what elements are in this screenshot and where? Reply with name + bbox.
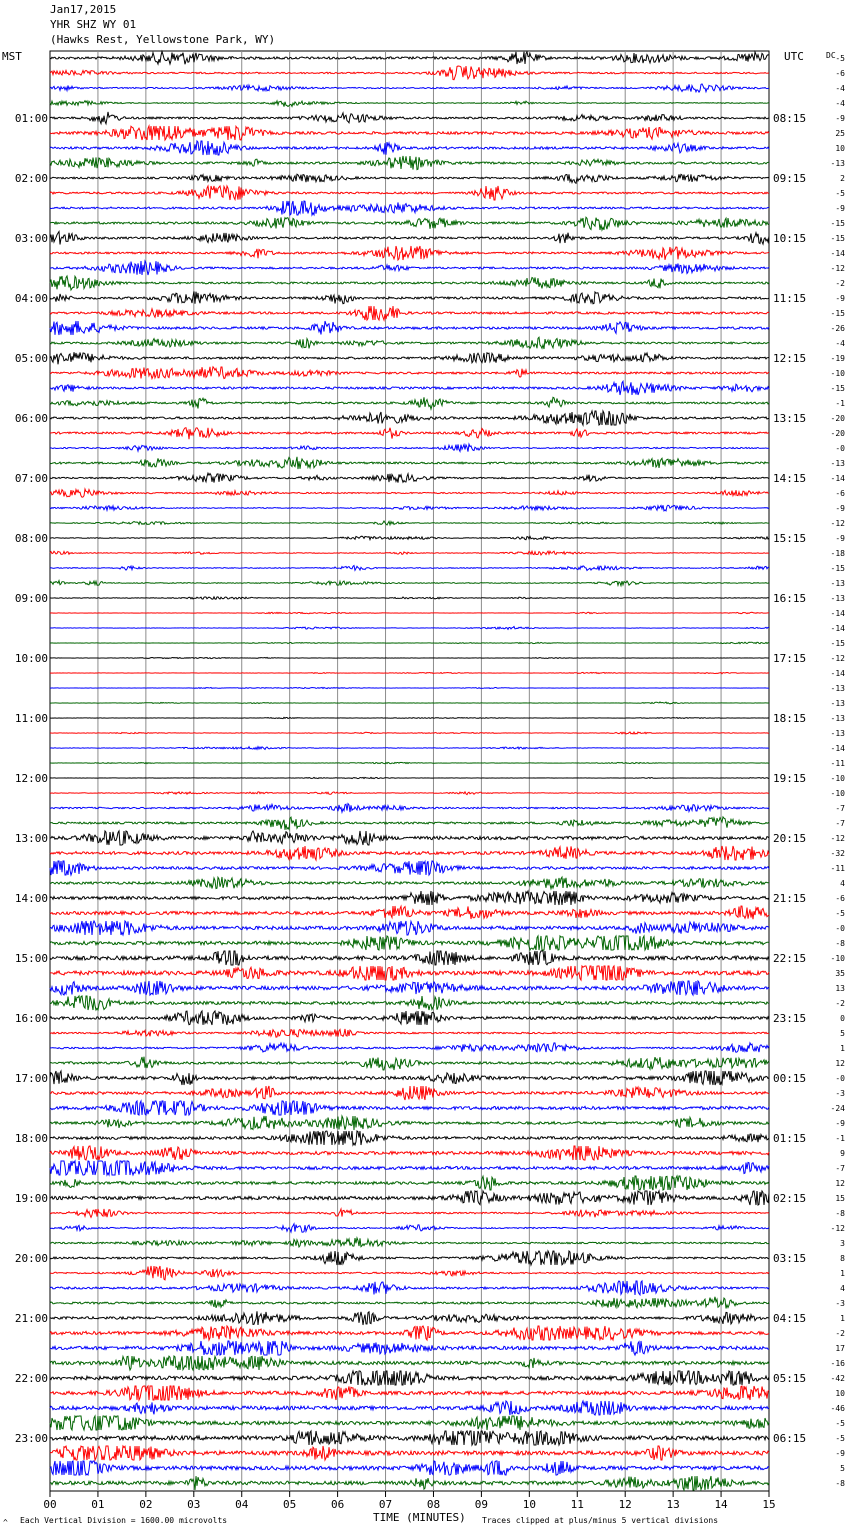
trace-row (50, 566, 769, 571)
trace-row (50, 246, 769, 260)
trace-row (50, 444, 769, 451)
trace-row (50, 687, 769, 688)
dc-offset-label: -16 (830, 1359, 845, 1368)
dc-offset-label: -9 (835, 1119, 845, 1128)
left-hour-label: 23:00 (14, 1432, 48, 1445)
dc-offset-label: -9 (835, 534, 845, 543)
right-hour-label: 23:15 (773, 1012, 807, 1025)
trace-row (50, 551, 769, 555)
trace-row (50, 981, 769, 995)
dc-offset-label: -26 (830, 324, 845, 333)
trace-row (50, 156, 769, 170)
trace-row (50, 1326, 769, 1340)
dc-offset-label: -18 (830, 549, 845, 558)
dc-offset-label: -15 (830, 309, 845, 318)
trace-row (50, 352, 769, 364)
trace-row (50, 657, 769, 658)
dc-offset-label: -13 (830, 714, 845, 723)
trace-row (50, 792, 769, 795)
dc-header-label: DC (826, 51, 836, 60)
trace-row (50, 877, 769, 889)
x-tick-label: 00 (43, 1498, 57, 1511)
right-hour-label: 13:15 (773, 412, 807, 425)
dc-offset-label: -10 (830, 774, 845, 783)
x-tick-label: 10 (522, 1498, 536, 1511)
trace-row (50, 1266, 769, 1280)
trace-row (50, 505, 769, 511)
dc-offset-label: -46 (830, 1404, 845, 1413)
dc-offset-label: -12 (830, 264, 845, 273)
dc-offset-label: -24 (830, 1104, 845, 1113)
trace-row (50, 1101, 769, 1115)
trace-row (50, 1371, 769, 1385)
trace-row (50, 717, 769, 718)
right-hour-label: 00:15 (773, 1072, 807, 1085)
dc-offset-label: -11 (830, 864, 845, 873)
dc-offset-label: -5 (835, 1419, 845, 1428)
left-hour-label: 07:00 (14, 472, 48, 485)
left-hour-label: 11:00 (14, 712, 48, 725)
right-hour-label: 14:15 (773, 472, 807, 485)
right-hour-label: 21:15 (773, 892, 807, 905)
x-tick-label: 13 (666, 1498, 680, 1511)
dc-offset-label: -12 (830, 1224, 845, 1233)
trace-row (50, 397, 769, 409)
trace-row (50, 1461, 769, 1475)
left-hour-label: 18:00 (14, 1132, 48, 1145)
trace-row (50, 777, 769, 778)
x-axis-title: TIME (MINUTES) (373, 1511, 466, 1524)
trace-row (50, 1011, 769, 1025)
trace-row (50, 831, 769, 845)
right-hour-label: 16:15 (773, 592, 807, 605)
trace-row (50, 762, 769, 763)
dc-offset-label: -5 (835, 54, 845, 63)
left-hour-label: 13:00 (14, 832, 48, 845)
dc-offset-label: -3 (835, 1089, 845, 1098)
dc-offset-label: 2 (840, 174, 845, 183)
trace-row (50, 1224, 769, 1232)
dc-offset-label: -9 (835, 204, 845, 213)
dc-offset-label: -1 (835, 1134, 845, 1143)
dc-offset-label: -9 (835, 294, 845, 303)
dc-offset-label: 3 (840, 1239, 845, 1248)
left-hour-label: 15:00 (14, 952, 48, 965)
dc-offset-label: -3 (835, 1299, 845, 1308)
trace-row (50, 1281, 769, 1295)
right-timezone-label: UTC (784, 50, 804, 63)
trace-row (50, 321, 769, 335)
right-hour-label: 11:15 (773, 292, 807, 305)
right-hour-label: 20:15 (773, 832, 807, 845)
trace-row (50, 861, 769, 875)
dc-offset-label: -12 (830, 519, 845, 528)
dc-offset-label: 0 (840, 1014, 845, 1023)
right-hour-label: 19:15 (773, 772, 807, 785)
trace-row (50, 1146, 769, 1160)
trace-row (50, 1043, 769, 1052)
trace-row (50, 804, 769, 813)
trace-row (50, 1209, 769, 1217)
x-tick-label: 04 (235, 1498, 249, 1511)
scale-note: Each Vertical Division = 1600.00 microvolts (20, 1516, 228, 1525)
dc-offset-label: -13 (830, 594, 845, 603)
x-tick-label: 09 (474, 1498, 489, 1511)
dc-offset-label: 17 (835, 1344, 845, 1353)
dc-offset-label: -15 (830, 564, 845, 573)
trace-row (50, 536, 769, 540)
trace-row (50, 817, 769, 830)
trace-row (50, 846, 769, 860)
dc-offset-label: -20 (830, 414, 845, 423)
dc-offset-label: -42 (830, 1374, 845, 1383)
trace-row (50, 186, 769, 200)
dc-offset-label: -15 (830, 219, 845, 228)
dc-offset-label: -4 (835, 339, 845, 348)
dc-offset-label: -20 (830, 429, 845, 438)
left-hour-label: 17:00 (14, 1072, 48, 1085)
trace-row (50, 642, 769, 644)
dc-offset-label: -6 (835, 69, 845, 78)
dc-offset-label: -9 (835, 504, 845, 513)
dc-offset-label: -8 (835, 1479, 845, 1488)
dc-offset-label: -14 (830, 669, 845, 678)
right-hour-label: 06:15 (773, 1432, 807, 1445)
trace-row (50, 1116, 769, 1130)
dc-offset-label: -10 (830, 789, 845, 798)
left-hour-label: 06:00 (14, 412, 48, 425)
dc-offset-label: -8 (835, 1209, 845, 1218)
dc-offset-label: -1 (835, 399, 845, 408)
trace-row (50, 411, 769, 425)
left-hour-label: 08:00 (14, 532, 48, 545)
right-hour-label: 17:15 (773, 652, 807, 665)
trace-row (50, 1161, 769, 1175)
trace-row (50, 201, 769, 215)
left-hour-label: 14:00 (14, 892, 48, 905)
x-tick-label: 06 (330, 1498, 345, 1511)
dc-offset-label: -0 (835, 1074, 845, 1083)
dc-offset-label: -6 (835, 489, 845, 498)
left-hour-label: 22:00 (14, 1372, 48, 1385)
trace-row (50, 261, 769, 275)
trace-row (50, 1176, 769, 1190)
dc-offset-label: -11 (830, 759, 845, 768)
trace-row (50, 747, 769, 750)
trace-row (50, 702, 769, 704)
dc-offset-label: -6 (835, 894, 845, 903)
left-hour-label: 10:00 (14, 652, 48, 665)
x-tick-label: 11 (570, 1498, 584, 1511)
right-hour-label: 02:15 (773, 1192, 807, 1205)
trace-row (50, 936, 769, 950)
right-hour-label: 18:15 (773, 712, 807, 725)
dc-offset-label: 13 (835, 984, 845, 993)
trace-row (50, 291, 769, 303)
trace-row (50, 174, 769, 183)
trace-row (50, 1476, 769, 1490)
trace-row (50, 1238, 769, 1247)
right-hour-label: 08:15 (773, 112, 807, 125)
dc-offset-label: 1 (840, 1269, 845, 1278)
trace-row (50, 473, 769, 483)
dc-offset-label: -13 (830, 459, 845, 468)
trace-row (50, 1297, 769, 1309)
right-hour-label: 10:15 (773, 232, 807, 245)
trace-row (50, 217, 769, 230)
right-hour-label: 05:15 (773, 1372, 807, 1385)
trace-row (50, 489, 769, 497)
dc-offset-label: 4 (840, 1284, 845, 1293)
dc-offset-label: -15 (830, 384, 845, 393)
trace-row (50, 126, 769, 140)
dc-offset-label: -2 (835, 999, 845, 1008)
trace-row (50, 1131, 769, 1145)
dc-offset-label: -7 (835, 804, 845, 813)
dc-offset-label: -14 (830, 609, 845, 618)
dc-offset-label: -9 (835, 1449, 845, 1458)
left-hour-label: 01:00 (14, 112, 48, 125)
dc-offset-label: -14 (830, 474, 845, 483)
dc-offset-label: -4 (835, 99, 845, 108)
trace-row (50, 1356, 769, 1370)
trace-row (50, 597, 769, 599)
x-tick-label: 07 (378, 1498, 393, 1511)
trace-row (50, 996, 769, 1010)
right-hour-label: 09:15 (773, 172, 807, 185)
dc-offset-label: 25 (835, 129, 845, 138)
dc-offset-label: -12 (830, 654, 845, 663)
dc-offset-label: -12 (830, 834, 845, 843)
trace-row (50, 1191, 769, 1205)
header-location: (Hawks Rest, Yellowstone Park, WY) (50, 33, 276, 46)
dc-offset-label: 5 (840, 1464, 845, 1473)
scale-mark: ^ (3, 1518, 8, 1527)
trace-row (50, 1431, 769, 1445)
trace-row (50, 52, 769, 65)
left-hour-label: 09:00 (14, 592, 48, 605)
trace-row (50, 428, 769, 440)
x-tick-label: 02 (139, 1498, 153, 1511)
x-tick-label: 08 (426, 1498, 441, 1511)
dc-offset-label: -2 (835, 1329, 845, 1338)
trace-row (50, 367, 769, 379)
left-hour-label: 21:00 (14, 1312, 48, 1325)
x-tick-label: 05 (283, 1498, 297, 1511)
dc-offset-label: -15 (830, 234, 845, 243)
trace-row (50, 1416, 769, 1430)
dc-offset-label: -8 (835, 939, 845, 948)
dc-offset-label: 10 (835, 1389, 845, 1398)
dc-offset-label: -10 (830, 954, 845, 963)
left-timezone-label: MST (2, 50, 22, 63)
trace-row (50, 1086, 769, 1100)
left-hour-label: 02:00 (14, 172, 48, 185)
trace-row (50, 1057, 769, 1070)
trace-row (50, 101, 769, 107)
trace-row (50, 906, 769, 919)
header-date: Jan17,2015 (50, 3, 117, 16)
trace-row (50, 1446, 769, 1460)
x-tick-label: 12 (618, 1498, 632, 1511)
dc-offset-label: 10 (835, 144, 845, 153)
trace-row (50, 457, 769, 469)
dc-offset-label: -13 (830, 579, 845, 588)
right-hour-label: 22:15 (773, 952, 807, 965)
dc-offset-label: -10 (830, 369, 845, 378)
trace-row (50, 1341, 769, 1355)
trace-row (50, 966, 769, 980)
x-tick-label: 03 (187, 1498, 201, 1511)
trace-row (50, 1386, 769, 1400)
trace-row (50, 891, 769, 905)
right-hour-label: 15:15 (773, 532, 807, 545)
dc-offset-label: 1 (840, 1044, 845, 1053)
dc-offset-label: -5 (835, 1434, 845, 1443)
dc-offset-label: -0 (835, 924, 845, 933)
trace-row (50, 1311, 769, 1325)
dc-offset-label: 5 (840, 1029, 845, 1038)
dc-offset-label: -9 (835, 114, 845, 123)
x-tick-label: 01 (91, 1498, 105, 1511)
trace-row (50, 381, 769, 395)
dc-offset-label: 12 (835, 1059, 845, 1068)
dc-offset-label: -14 (830, 624, 845, 633)
dc-offset-label: 4 (840, 879, 845, 888)
trace-row (50, 521, 769, 525)
dc-offset-label: -4 (835, 84, 845, 93)
trace-row (50, 672, 769, 673)
right-hour-label: 01:15 (773, 1132, 807, 1145)
dc-offset-label: -14 (830, 249, 845, 258)
dc-offset-label: 35 (835, 969, 845, 978)
header-station: YHR SHZ WY 01 (50, 18, 137, 31)
dc-offset-label: -0 (835, 444, 845, 453)
trace-row (50, 1071, 769, 1085)
trace-row (50, 84, 769, 92)
dc-offset-label: 15 (835, 1194, 845, 1203)
trace-row (50, 581, 769, 586)
trace-row (50, 627, 769, 630)
dc-offset-label: 1 (840, 1314, 845, 1323)
right-hour-label: 12:15 (773, 352, 807, 365)
left-hour-label: 05:00 (14, 352, 48, 365)
left-hour-label: 12:00 (14, 772, 48, 785)
trace-row (50, 337, 769, 349)
dc-offset-label: -7 (835, 819, 845, 828)
dc-offset-label: -5 (835, 909, 845, 918)
dc-offset-label: -13 (830, 699, 845, 708)
x-tick-label: 14 (714, 1498, 728, 1511)
dc-offset-label: -2 (835, 279, 845, 288)
dc-offset-label: 12 (835, 1179, 845, 1188)
right-hour-label: 03:15 (773, 1252, 807, 1265)
trace-row (50, 141, 769, 155)
dc-offset-label: -15 (830, 639, 845, 648)
trace-row (50, 1029, 769, 1037)
trace-row (50, 306, 769, 320)
left-hour-label: 03:00 (14, 232, 48, 245)
dc-offset-label: -13 (830, 684, 845, 693)
dc-offset-label: -14 (830, 744, 845, 753)
trace-row (50, 66, 769, 80)
trace-row (50, 921, 769, 935)
dc-offset-label: -13 (830, 159, 845, 168)
left-hour-label: 20:00 (14, 1252, 48, 1265)
left-hour-label: 04:00 (14, 292, 48, 305)
dc-offset-label: -19 (830, 354, 845, 363)
dc-offset-label: -7 (835, 1164, 845, 1173)
trace-row (50, 1401, 769, 1415)
dc-offset-label: 8 (840, 1254, 845, 1263)
trace-row (50, 612, 769, 613)
dc-offset-label: -32 (830, 849, 845, 858)
left-hour-label: 16:00 (14, 1012, 48, 1025)
dc-offset-label: 9 (840, 1149, 845, 1158)
right-hour-label: 04:15 (773, 1312, 807, 1325)
x-tick-label: 15 (762, 1498, 776, 1511)
trace-row (50, 1251, 769, 1265)
dc-offset-label: -5 (835, 189, 845, 198)
trace-row (50, 232, 769, 245)
trace-row (50, 276, 769, 290)
left-hour-label: 19:00 (14, 1192, 48, 1205)
trace-row (50, 112, 769, 124)
trace-row (50, 951, 769, 965)
dc-offset-label: -13 (830, 729, 845, 738)
clip-note: Traces clipped at plus/minus 5 vertical divisions (482, 1516, 719, 1525)
trace-row (50, 732, 769, 734)
